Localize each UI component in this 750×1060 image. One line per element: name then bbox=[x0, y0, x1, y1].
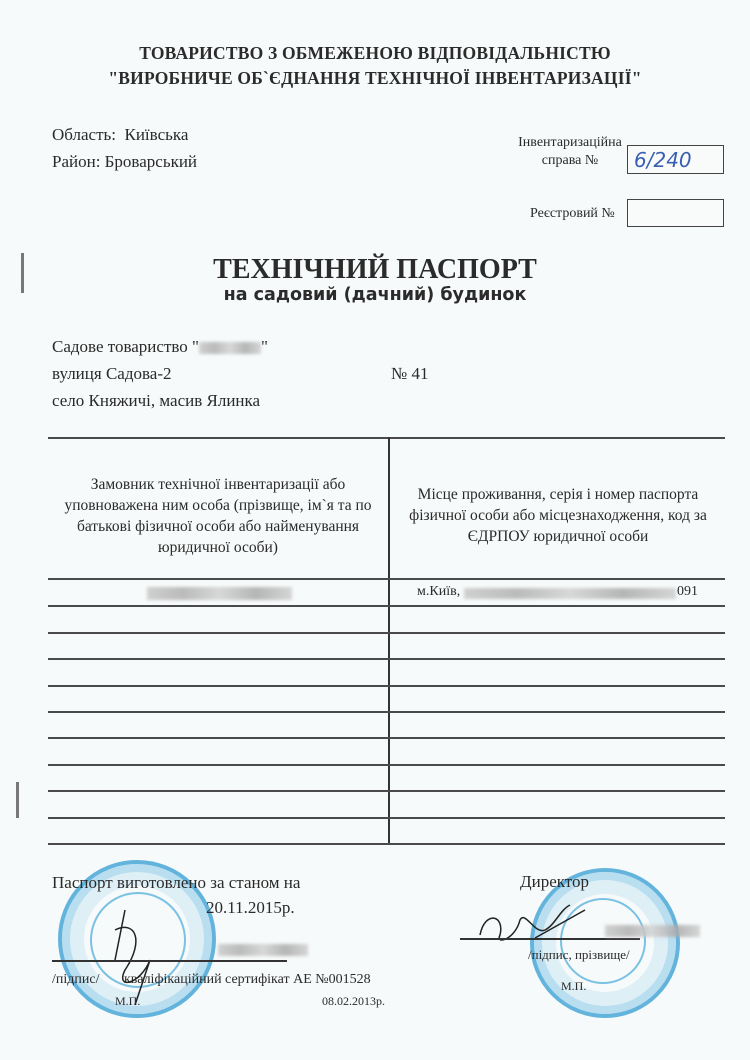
raion-value: Броварський bbox=[104, 152, 198, 171]
document-subtitle: на садовий (дачний) будинок bbox=[223, 285, 527, 305]
prepared-label: Паспорт виготовлено за станом на bbox=[52, 873, 301, 892]
oblast-line bbox=[52, 125, 188, 145]
inventory-case-label-line1: Інвентаризаційна bbox=[518, 135, 622, 150]
redacted-customer-address bbox=[464, 588, 676, 599]
street-line: вулиця Садова-2 bbox=[52, 364, 172, 383]
director-sign-label: /підпис, прізвище/ bbox=[528, 947, 630, 962]
table-column-divider bbox=[388, 437, 390, 844]
redacted-customer-name bbox=[147, 587, 292, 600]
table-row-line bbox=[48, 764, 725, 766]
stamp-place-left: М.П. bbox=[115, 994, 141, 1008]
signature-line-right bbox=[460, 938, 640, 940]
prepared-date: 20.11.2015р. bbox=[206, 898, 295, 917]
row-1-address-prefix: м.Київ, bbox=[417, 584, 461, 599]
column-header-address: Місце проживання, серія і номер паспорта фізичної особи або місцезнаходження, код за ЄДРПОУ юридичної особи bbox=[409, 486, 707, 545]
organization-name-line2: "ВИРОБНИЧЕ ОБ`ЄДНАННЯ ТЕХНІЧНОЇ ІНВЕНТАРИЗАЦІЇ" bbox=[108, 68, 642, 88]
inventory-case-value: 6/240 bbox=[634, 148, 692, 172]
table-row-line bbox=[48, 632, 725, 634]
society-quote: " bbox=[260, 337, 268, 356]
table-row-line bbox=[48, 658, 725, 660]
signature-right-icon bbox=[475, 900, 595, 950]
plot-number: № 41 bbox=[391, 364, 429, 383]
stamp-place-right: М.П. bbox=[561, 979, 587, 993]
document-title: ТЕХНІЧНИЙ ПАСПОРТ bbox=[213, 254, 537, 285]
column-header-customer: Замовник технічної інвентаризації або уповноважена ним особа (прізвище, ім`я та по батькові фізичної особи або найменування юридичної особи) bbox=[64, 476, 372, 556]
inventory-case-field[interactable] bbox=[627, 145, 724, 174]
table-row-line bbox=[48, 790, 725, 792]
certificate-date: 08.02.2013р. bbox=[322, 994, 385, 1008]
raion-line bbox=[52, 152, 197, 172]
raion-label: Район: bbox=[52, 152, 101, 171]
table-header-border bbox=[48, 578, 725, 580]
table-row-line bbox=[48, 737, 725, 739]
certificate-number: кваліфікаційний сертифікат АЕ №001528 bbox=[124, 972, 371, 987]
director-label: Директор bbox=[520, 872, 589, 891]
signature-line-left bbox=[52, 960, 287, 962]
oblast-value: Київська bbox=[124, 125, 189, 144]
redacted-engineer-name bbox=[218, 944, 308, 956]
table-row-line bbox=[48, 711, 725, 713]
table-row-line bbox=[48, 605, 725, 607]
registry-number-label: Реєстровий № bbox=[530, 206, 615, 221]
table-row-line bbox=[48, 817, 725, 819]
oblast-label: Область: bbox=[52, 125, 116, 144]
table-top-border bbox=[48, 437, 725, 439]
table-row-line bbox=[48, 685, 725, 687]
registry-number-field[interactable] bbox=[627, 199, 724, 227]
village-line: село Княжичі, масив Ялинка bbox=[52, 391, 261, 410]
row-1-address-suffix: 091 bbox=[677, 584, 698, 599]
redacted-director-name bbox=[605, 925, 700, 937]
society-line bbox=[52, 337, 268, 357]
margin-mark bbox=[16, 782, 19, 818]
inventory-case-label-line2: справа № bbox=[541, 153, 599, 168]
society-label: Садове товариство " bbox=[52, 337, 199, 356]
organization-name-line1: ТОВАРИСТВО З ОБМЕЖЕНОЮ ВІДПОВІДАЛЬНІСТЮ bbox=[139, 43, 611, 63]
redacted-society-name bbox=[199, 342, 261, 354]
table-bottom-border bbox=[48, 843, 725, 845]
signature-label-left: /підпис/ bbox=[52, 972, 100, 987]
